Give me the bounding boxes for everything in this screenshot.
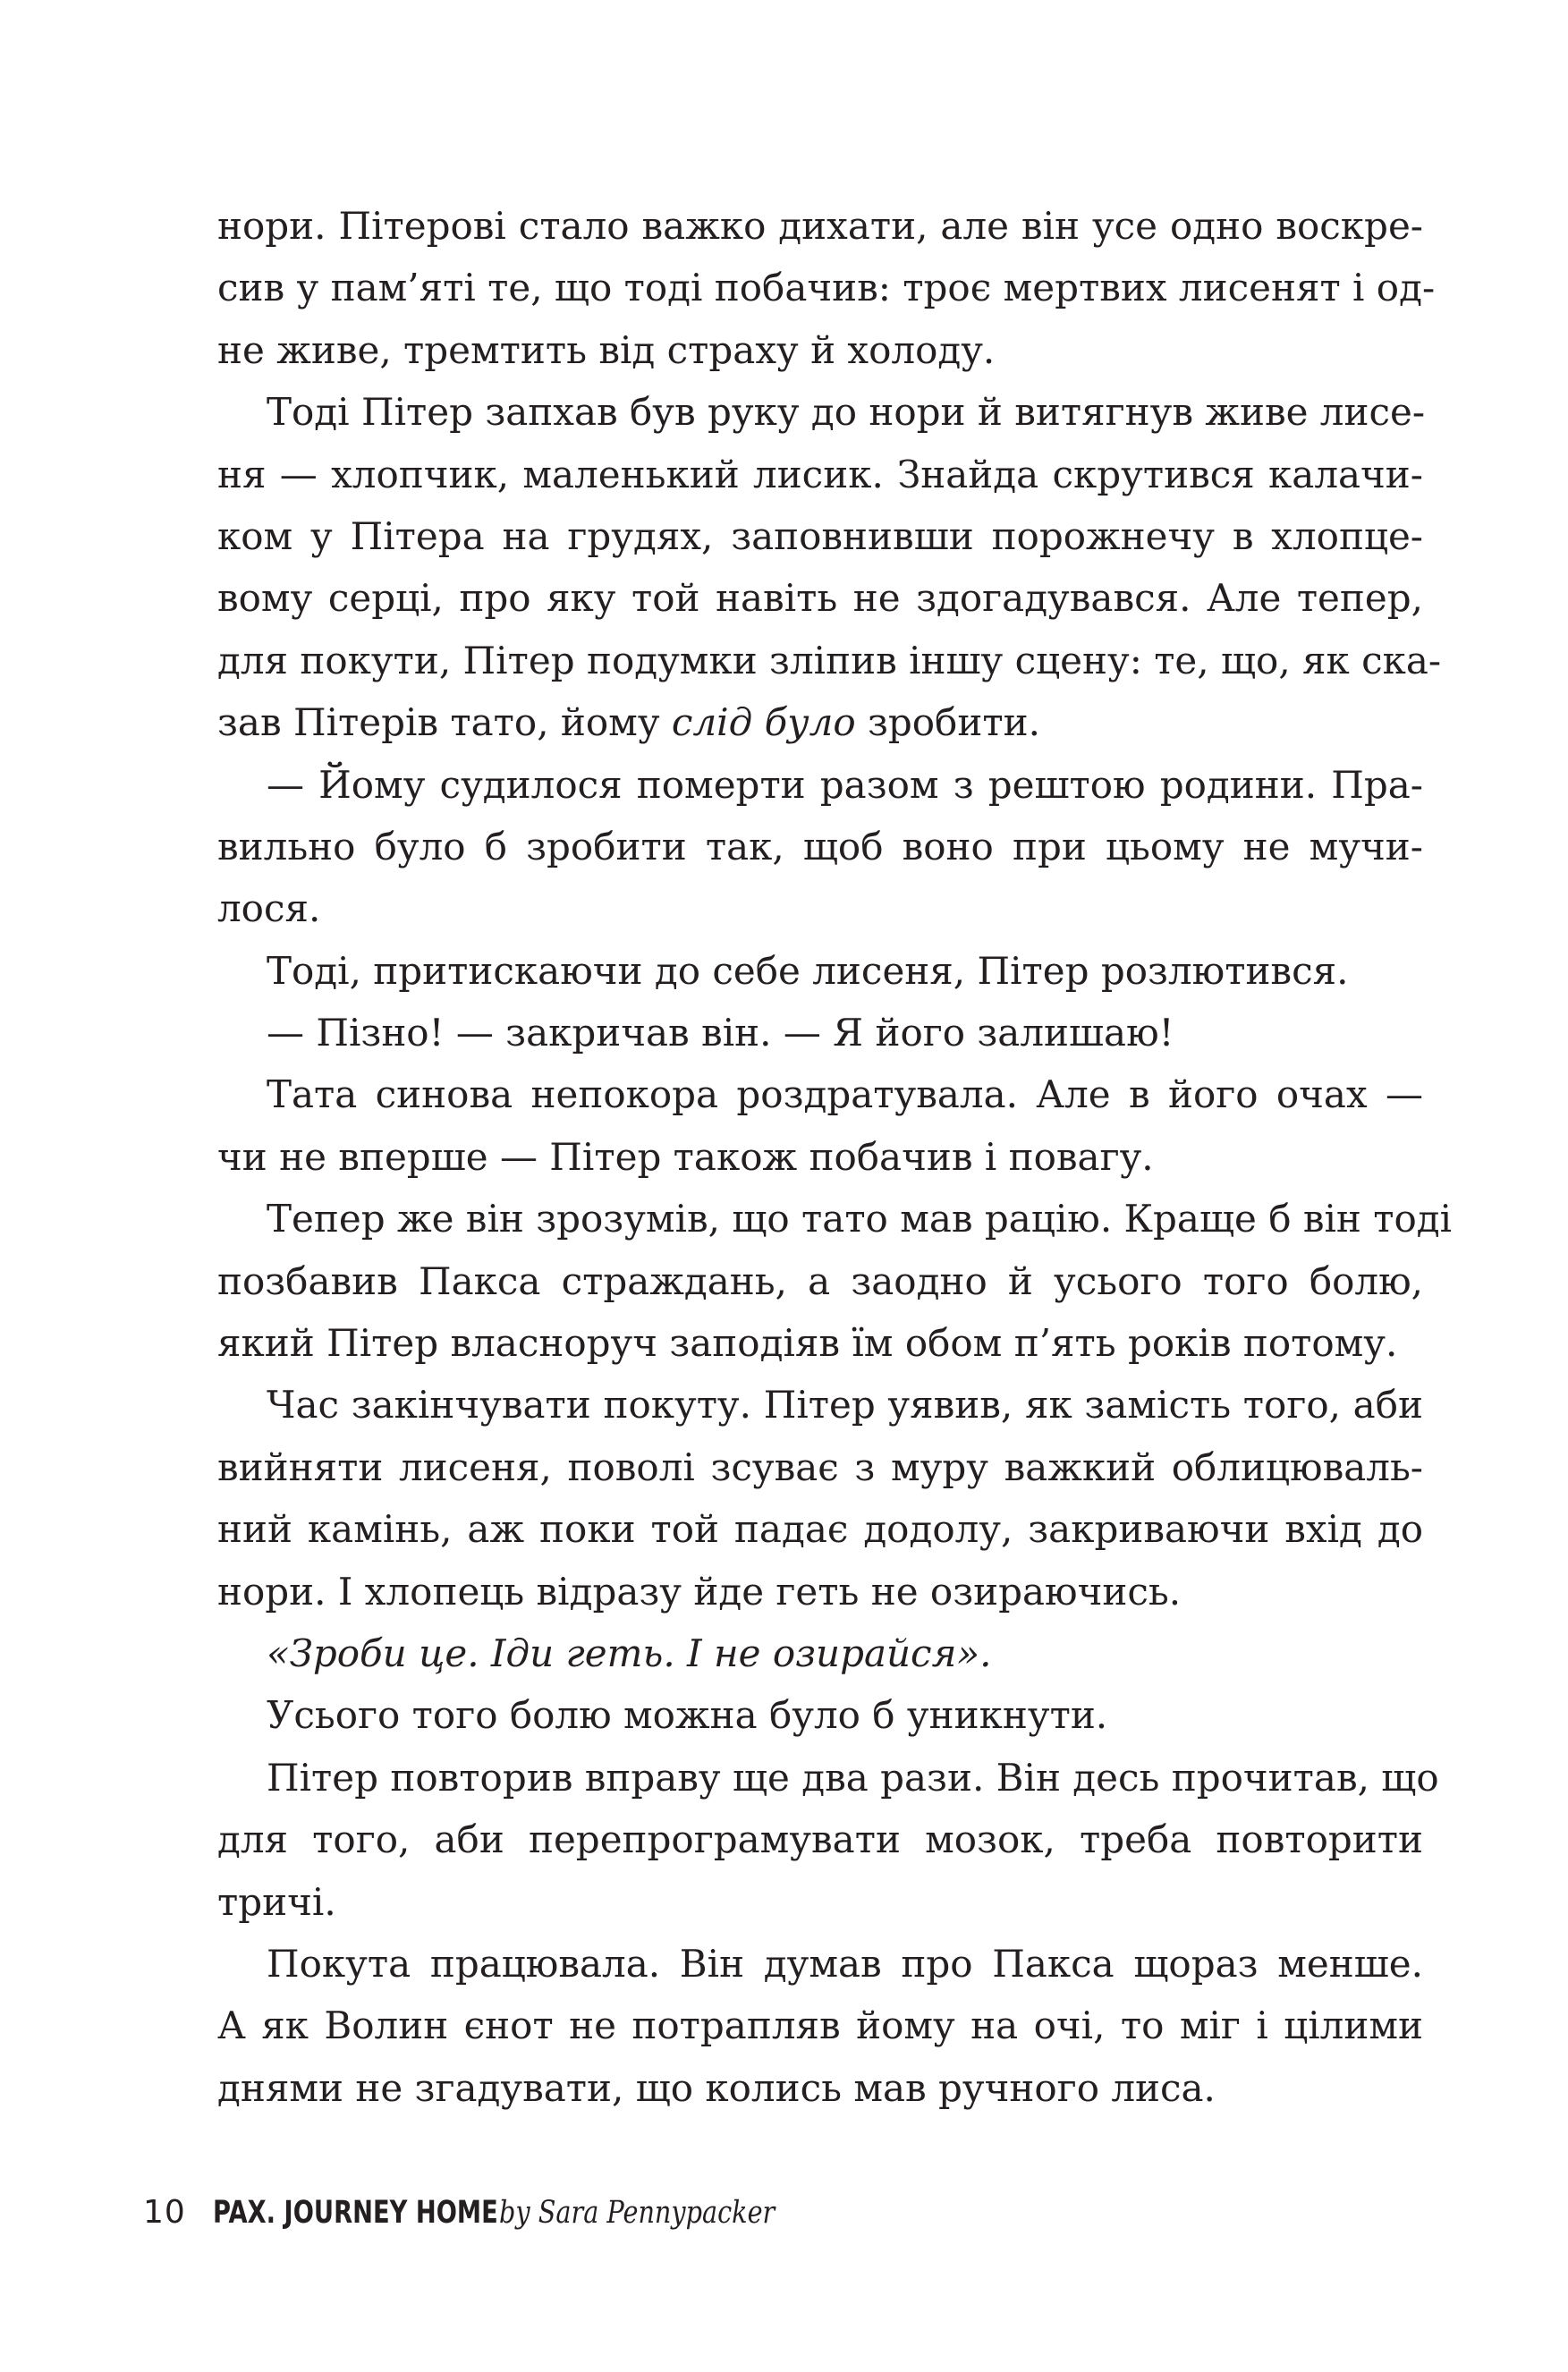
text-line: ний камінь, аж поки той падає додолу, закриваючи вхід до [217, 1507, 1423, 1552]
text-line-with-emphasis [217, 691, 1423, 753]
text-line: вому серці, про яку той навіть не здогадувався. Але тепер, [217, 576, 1423, 621]
text-line: позбавив Пакса страждань, а заодно й усього того болю, [217, 1258, 1423, 1303]
italic-emphasis: слід було [671, 700, 856, 745]
text-line: вийняти лисеня, поволі зсуває з муру важкий облицюваль- [217, 1444, 1423, 1489]
text-line: ком у Пітера на грудях, заповнивши порожнечу в хлопце- [217, 513, 1423, 558]
text-line: сив у пам’яті те, що тоді побачив: троє мертвих лисенят і од- [217, 266, 1436, 310]
paragraph-start-line: Тепер же він зрозумів, що тато мав рацію. Краще б він тоді [267, 1197, 1453, 1241]
paragraph-start-line: Пітер повторив вправу ще два рази. Він десь прочитав, що [267, 1755, 1439, 1800]
text-line: днями не згадувати, що колись мав ручного лиса. [217, 2065, 1216, 2110]
paragraph-start-line: Час закінчувати покуту. Пітер уявив, як замість того, аби [267, 1383, 1423, 1427]
page-number: 10 [143, 2194, 186, 2231]
text-line: лося. [217, 886, 321, 931]
paragraph-start-line: Усього того болю можна було б уникнути. [267, 1693, 1108, 1738]
book-title: PAX. JOURNEY HOME [212, 2195, 498, 2231]
dialogue-line: — Пізно! — закричав він. — Я його залишаю! [267, 1011, 1174, 1055]
paragraph-start-line: Покута працювала. Він думав про Пакса щораз менше. [267, 1941, 1423, 1986]
text-line: не живе, тремтить від страху й холоду. [217, 327, 996, 372]
text-line: який Пітер власноруч заподіяв їм обом п’ять років потому. [217, 1321, 1398, 1366]
text-run: зав Пітерів тато, йому [217, 700, 672, 745]
author-line: by Sara Pennypacker [498, 2195, 776, 2231]
text-line: для покути, Пітер подумки зліпив іншу сцену: те, що, як ска- [217, 638, 1442, 682]
italic-quote-line: «Зроби це. Іди геть. І не озирайся». [267, 1631, 992, 1675]
dialogue-line: — Йому судилося померти разом з рештою родини. Пра- [267, 762, 1423, 807]
text-line: нори. Пітерові стало важко дихати, але він усе одно воскре- [217, 204, 1423, 248]
body-text [217, 195, 1453, 2119]
text-line: нори. І хлопець відразу йде геть не озираючись. [217, 1569, 1182, 1614]
text-line: А як Волин єнот не потрапляв йому на очі, то міг і цілими [217, 2003, 1423, 2048]
paragraph-start-line: Тоді, притискаючи до себе лисеня, Пітер розлютився. [267, 948, 1349, 993]
text-line: тричі. [217, 1879, 336, 1924]
text-line: для того, аби перепрограмувати мозок, треба повторити [217, 1817, 1423, 1862]
text-run: зробити. [855, 700, 1040, 745]
page-footer [143, 2190, 835, 2236]
text-line: чи не вперше — Пітер також побачив і повагу. [217, 1134, 1154, 1179]
paragraph-start-line: Тоді Пітер запхав був руку до нори й витягнув живе лисе- [267, 390, 1426, 435]
paragraph-start-line: Тата синова непокора роздратувала. Але в його очах — [267, 1072, 1423, 1117]
text-line: ня — хлопчик, маленький лисик. Знайда скрутився калачи- [217, 452, 1423, 496]
text-line: вильно було б зробити так, щоб воно при цьому не мучи- [217, 824, 1423, 868]
